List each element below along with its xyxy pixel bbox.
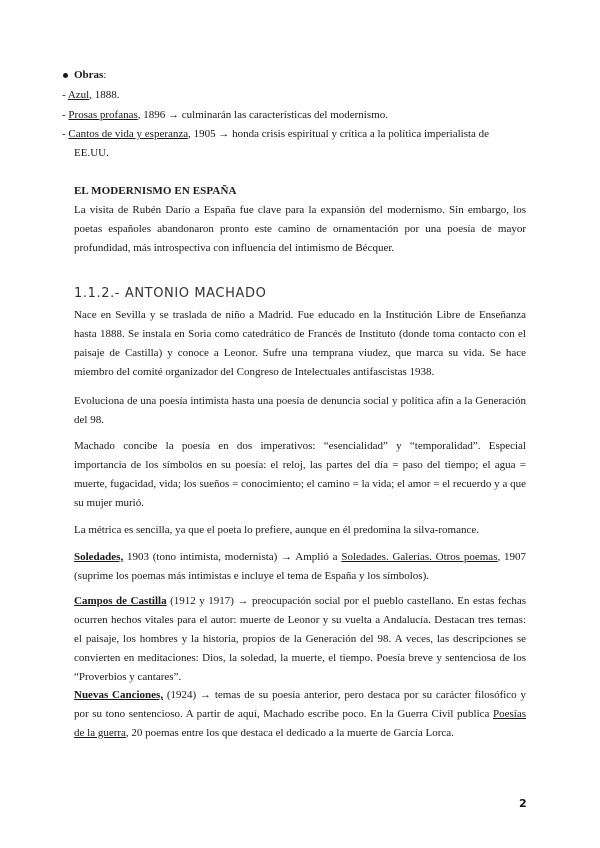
obras-item-title: Azul bbox=[67, 89, 90, 101]
campos-paragraph bbox=[74, 592, 526, 687]
modernismo-heading: EL MODERNISMO EN ESPAÑA bbox=[74, 185, 237, 197]
obras-label-line bbox=[74, 66, 106, 85]
obras-item-text: , 1896 → culminarán las características del modernismo. bbox=[137, 109, 388, 121]
nuevas-title-2: Poesías de la guerra bbox=[74, 708, 526, 739]
obras-item-prefix: - bbox=[62, 89, 68, 101]
obras-item-prefix: - bbox=[62, 128, 69, 140]
obras-label: Obras bbox=[74, 69, 104, 81]
nuevas-paragraph bbox=[74, 686, 526, 743]
soledades-title-2: Soledades. Galerías. Otros poemas bbox=[341, 551, 498, 563]
nuevas-text-2: , 20 poemas entre los que destaca el dedicado a la muerte de García Lorca. bbox=[125, 727, 454, 739]
obras-item-text: , 1905 → honda crisis espiritual y crítica a la política imperialista de bbox=[188, 128, 490, 140]
obras-item-prefix: - bbox=[62, 109, 69, 121]
obras-item-1 bbox=[62, 86, 119, 105]
nuevas-text-1: (1924) → temas de su poesía anterior, pero destaca por su carácter filosófico y por su tono sentencioso. A partir de aquí, Machado escribe poco. En la Guerra Civil publica bbox=[74, 689, 526, 720]
obras-item-title: Prosas profanas bbox=[68, 109, 138, 121]
obras-item-3-cont: EE.UU. bbox=[74, 147, 109, 159]
modernismo-paragraph: La visita de Rubén Darío a España fue clave para la expansión del modernismo. Sin embargo, los poetas españoles abandonaron pronto este camino de ornamentación por una poesía de mayor profundidad, más introspectiva con influencia del intimismo de Bécquer. bbox=[74, 204, 526, 254]
obras-item-3 bbox=[62, 125, 489, 144]
soledades-paragraph bbox=[74, 548, 526, 586]
nuevas-title: Nuevas Canciones, bbox=[74, 689, 164, 701]
bullet-icon bbox=[63, 73, 68, 78]
machado-paragraph-4: La métrica es sencilla, ya que el poeta lo prefiere, aunque en él predomina la silva-romance. bbox=[74, 524, 479, 536]
campos-title: Campos de Castilla bbox=[74, 595, 167, 607]
machado-paragraph-1: Nace en Sevilla y se traslada de niño a Madrid. Fue educado en la Institución Libre de Enseñanza hasta 1888. Se instala en Soria como catedrático de Francés de Instituto (donde toma contacto con el paisaje de Castilla) y conoce a Leonor. Sufre una temprana viudez, que marca su vida. Se hace miembro del comité organizador del Congreso de Intelectuales antifascistas 1938. bbox=[74, 309, 526, 378]
obras-item-text: , 1888. bbox=[89, 89, 120, 101]
obras-colon: : bbox=[103, 69, 107, 81]
machado-paragraph-2: Evoluciona de una poesía intimista hasta una poesía de denuncia social y política afín a la Generación del 98. bbox=[74, 395, 526, 426]
obras-item-2 bbox=[62, 106, 388, 125]
soledades-text-1: 1903 (tono intimista, modernista) → Amplió a bbox=[123, 551, 342, 563]
machado-paragraph-3: Machado concibe la poesía en dos imperativos: “esencialidad” y “temporalidad”. Especial importancia de los símbolos en su poesía: el reloj, las partes del día = paso del tiempo; el agua = muerte, fugacidad, vida; los sueños = conocimiento; el camino = la vida; el amor = el recuerdo y a que su mujer murió. bbox=[74, 440, 526, 509]
soledades-text-2: , 1907 (suprime los poemas más intimistas e incluye el tema de España y los símbolos). bbox=[74, 551, 527, 582]
machado-heading: 1.1.2.- ANTONIO MACHADO bbox=[74, 286, 267, 301]
page-number: 2 bbox=[519, 797, 527, 810]
soledades-title: Soledades, bbox=[74, 551, 124, 563]
campos-text: (1912 y 1917) → preocupación social por el pueblo castellano. En estas fechas ocurren hechos vitales para el autor: muerte de Leonor y su vuelta a Andalucía. Destacan tres temas: el paisaje, los hombres y la historia, propios de la Generación del 98. A veces, las descripciones se convierten en meditaciones: Dios, la soledad, la muerte, el tiempo. Poesía breve y sentenciosa de los “Proverbios y cantares”. bbox=[74, 595, 526, 683]
obras-item-title: Cantos de vida y esperanza bbox=[68, 128, 189, 140]
